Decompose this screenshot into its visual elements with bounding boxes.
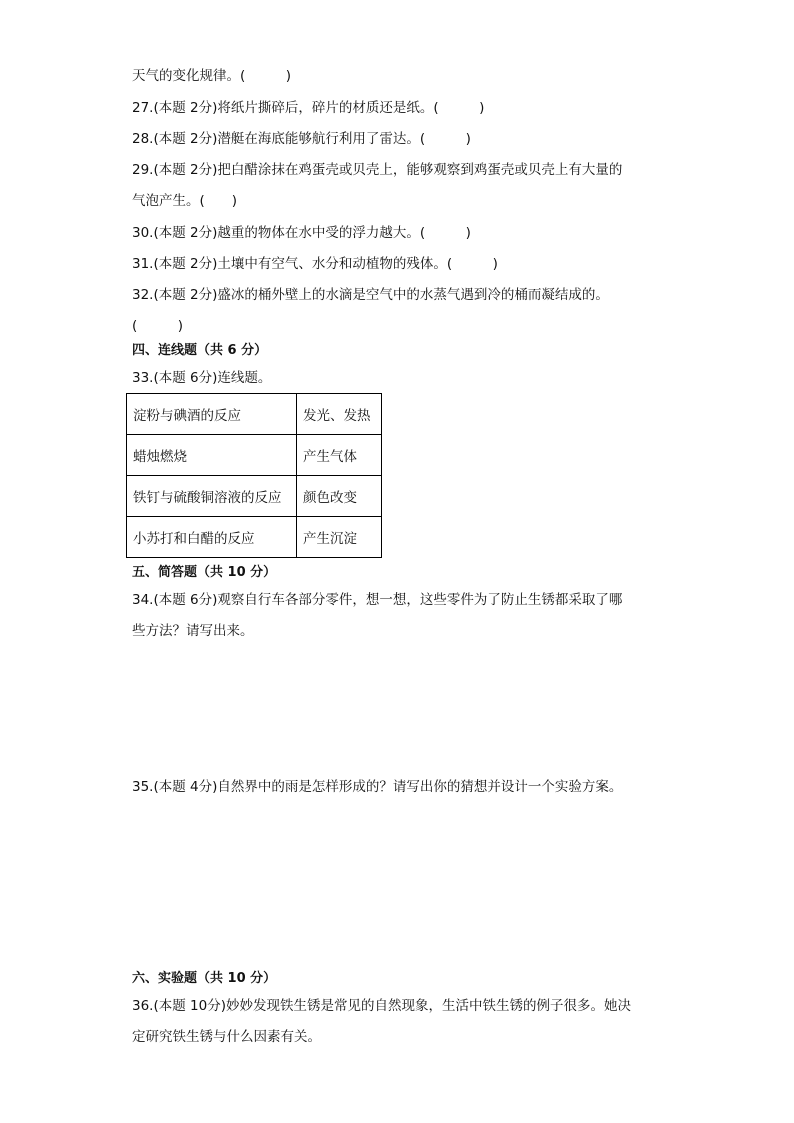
match-right-item: 产生沉淀 (297, 517, 382, 558)
section-6-heading: 六、实验题（共 10 分） (132, 971, 277, 986)
question-27: 27.(本题 2分)将纸片撕碎后，碎片的材质还是纸。( ) (132, 100, 485, 116)
question-32-line-2: ( ) (132, 318, 184, 334)
question-33: 33.(本题 6分)连线题。 (132, 370, 272, 386)
table-row (127, 517, 382, 558)
match-left-item: 蜡烛燃烧 (127, 435, 297, 476)
section-5-heading: 五、简答题（共 10 分） (132, 565, 277, 580)
match-left-item: 小苏打和白醋的反应 (127, 517, 297, 558)
question-26-continuation: 天气的变化规律。( ) (132, 68, 292, 84)
question-35: 35.(本题 4分)自然界中的雨是怎样形成的？请写出你的猜想并设计一个实验方案。 (132, 779, 623, 795)
match-left-item: 铁钉与硫酸铜溶液的反应 (127, 476, 297, 517)
match-right-item: 产生气体 (297, 435, 382, 476)
question-30: 30.(本题 2分)越重的物体在水中受的浮力越大。( ) (132, 225, 471, 241)
table-row (127, 476, 382, 517)
question-36-line-1: 36.(本题 10分)妙妙发现铁生锈是常见的自然现象，生活中铁生锈的例子很多。她决 (132, 998, 631, 1014)
question-34-line-1: 34.(本题 6分)观察自行车各部分零件，想一想，这些零件为了防止生锈都采取了哪 (132, 592, 623, 608)
table-row (127, 394, 382, 435)
question-31: 31.(本题 2分)土壤中有空气、水分和动植物的残体。( ) (132, 256, 498, 272)
section-4-heading: 四、连线题（共 6 分） (132, 343, 268, 358)
question-29-line-2: 气泡产生。( ) (132, 193, 238, 209)
table-row (127, 435, 382, 476)
question-29-line-1: 29.(本题 2分)把白醋涂抹在鸡蛋壳或贝壳上，能够观察到鸡蛋壳或贝壳上有大量的 (132, 162, 623, 178)
match-left-item: 淀粉与碘酒的反应 (127, 394, 297, 435)
question-36-line-2: 定研究铁生锈与什么因素有关。 (132, 1029, 321, 1045)
match-right-item: 颜色改变 (297, 476, 382, 517)
question-34-line-2: 些方法？请写出来。 (132, 623, 254, 639)
matching-table (126, 393, 382, 558)
match-right-item: 发光、发热 (297, 394, 382, 435)
question-28: 28.(本题 2分)潜艇在海底能够航行利用了雷达。( ) (132, 131, 471, 147)
question-32-line-1: 32.(本题 2分)盛冰的桶外壁上的水滴是空气中的水蒸气遇到冷的桶而凝结成的。 (132, 287, 609, 303)
